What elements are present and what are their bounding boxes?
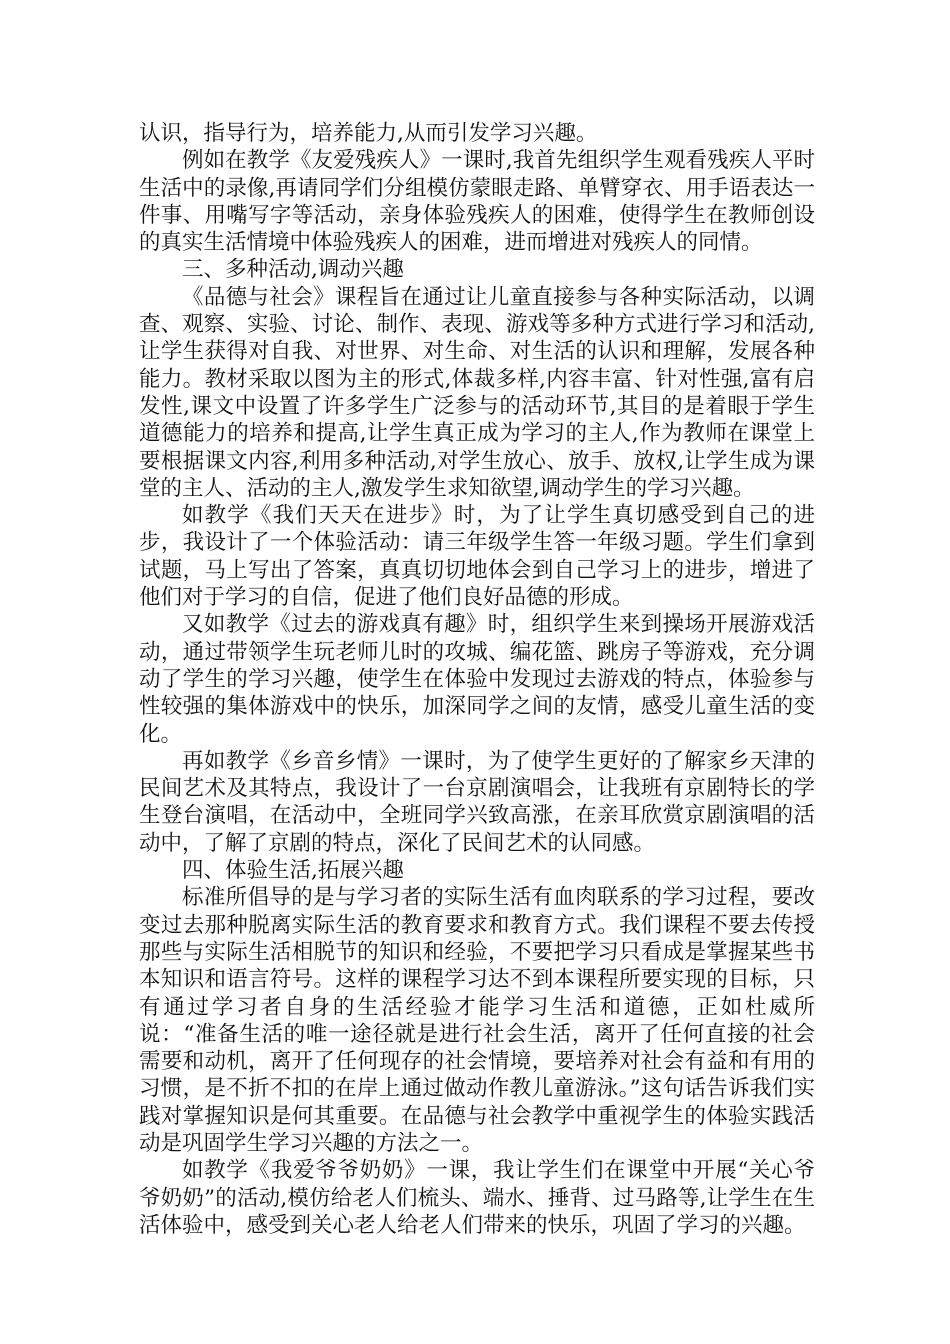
- section-heading-4: 四、体验生活,拓展兴趣: [182, 858, 404, 884]
- paragraph-course-activities: 《品德与社会》课程旨在通过让儿童直接参与各种实际活动，以调查、观察、实验、讨论、制作、表现、游戏等多种方式进行学习和活动,让学生获得对自我、对世界、对生命、对生活的认识和理解，发展各种能力。教材采取以图为主的形式,体裁多样,内容丰富、针对性强,富有启发性,课文中设置了许多学生广泛参与的活动环节,其目的是着眼于学生道德能力的培养和提高,让学生真正成为学习的主人,作为教师在课堂上要根据课文内容,利用多种活动,对学生放心、放手、放权,让学生成为课堂的主人、活动的主人,激发学生求知欲望,调动学生的学习兴趣。: [139, 284, 815, 501]
- paragraph-continuation: 认识，指导行为，培养能力,从而引发学习兴趣。: [139, 121, 598, 146]
- paragraph-standards-life: 标准所倡导的是与学习者的实际生活有血肉联系的学习过程，要改变过去那种脱离实际生活的教育要求和教育方式。我们课程不要去传授那些与实际生活相脱节的知识和经验，不要把学习只看成是掌握某些书本知识和语言符号。这样的课程学习达不到本课程所要实现的目标，只有通过学习者自身的生活经验才能学习生活和道德，正如杜威所说：“准备生活的唯一途径就是进行社会生活，离开了任何直接的社会需要和动机，离开了任何现存的社会情境，要培养对社会有益和有用的习惯，是不折不扣的在岸上通过做动作教儿童游泳。”这句话告诉我们实践对掌握知识是何其重要。在品德与社会教学中重视学生的体验实践活动是巩固学生学习兴趣的方法之一。: [139, 885, 815, 1156]
- paragraph-example-disabled: 例如在教学《友爱残疾人》一课时,我首先组织学生观看残疾人平时生活中的录像,再请同学们分组模仿蒙眼走路、单臂穿衣、用手语表达一件事、用嘴写字等活动，亲身体验残疾人的困难，使得学生在教师创设的真实生活情境中体验残疾人的困难，进而增进对残疾人的同情。: [139, 148, 815, 256]
- paragraph-example-games: 又如教学《过去的游戏真有趣》时，组织学生来到操场开展游戏活动，通过带领学生玩老师儿时的攻城、编花篮、跳房子等游戏，充分调动了学生的学习兴趣，使学生在体验中发现过去游戏的特点，体验参与性较强的集体游戏中的快乐，加深同学之间的友情，感受儿童生活的变化。: [139, 612, 815, 747]
- document-body: [139, 120, 815, 1239]
- section-heading-3: 三、多种活动,调动兴趣: [182, 257, 404, 283]
- paragraph-example-grandparents: 如教学《我爱爷爷奶奶》一课，我让学生们在课堂中开展“关心爷爷奶奶”的活动,模仿给老人们梳头、端水、捶背、过马路等,让学生在生活体验中，感受到关心老人给老人们带来的快乐，巩固了学习的兴趣。: [139, 1158, 815, 1238]
- paragraph-example-progress: 如教学《我们天天在进步》时，为了让学生真切感受到自己的进步，我设计了一个体验活动：请三年级学生答一年级习题。学生们拿到试题，马上写出了答案，真真切切地体会到自己学习上的进步，增进了他们对于学习的自信，促进了他们良好品德的形成。: [139, 503, 815, 611]
- paragraph-example-hometown: 再如教学《乡音乡情》一课时，为了使学生更好的了解家乡天津的民间艺术及其特点，我设计了一台京剧演唱会，让我班有京剧特长的学生登台演唱，在活动中，全班同学兴致高涨，在亲耳欣赏京剧演唱的活动中，了解了京剧的特点，深化了民间艺术的认同感。: [139, 748, 815, 856]
